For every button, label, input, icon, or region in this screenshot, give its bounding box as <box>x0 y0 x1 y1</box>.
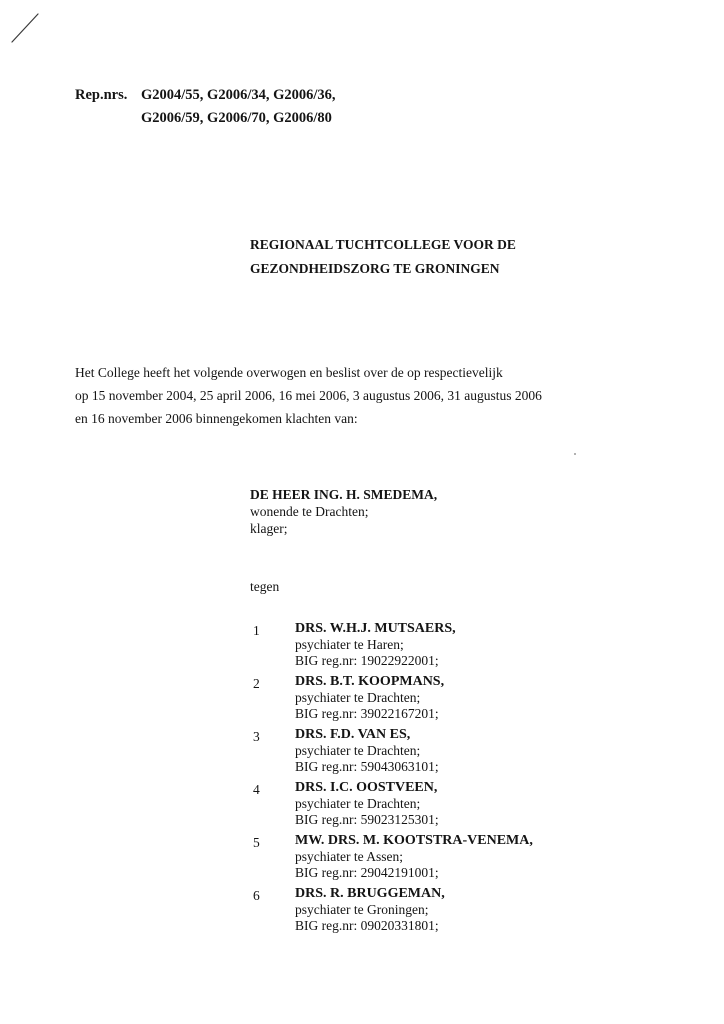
complainant-name: DE HEER ING. H. SMEDEMA, <box>250 487 438 502</box>
college-title <box>250 233 516 281</box>
defendant-number: 6 <box>253 888 260 903</box>
complainant-residence: wonende te Drachten; <box>250 504 369 519</box>
case-numbers-first: G2004/55, G2006/34, G2006/36, <box>141 87 336 103</box>
defendant-big-number: BIG reg.nr: 29042191001; <box>295 865 439 880</box>
defendant-role: psychiater te Assen; <box>295 849 403 864</box>
college-title-line-1: REGIONAAL TUCHTCOLLEGE VOOR DE <box>250 237 516 252</box>
defendant-number: 3 <box>253 729 260 744</box>
intro-line-3: en 16 november 2006 binnengekomen klachten van: <box>75 411 358 426</box>
defendant-big-number: BIG reg.nr: 59023125301; <box>295 812 439 827</box>
case-numbers-line-1 <box>75 84 336 107</box>
intro-paragraph <box>75 361 542 430</box>
case-numbers <box>75 84 336 130</box>
defendant-role: psychiater te Drachten; <box>295 743 421 758</box>
defendant-number: 2 <box>253 676 260 691</box>
complainant-role: klager; <box>250 521 288 536</box>
intro-line-1: Het College heeft het volgende overwogen en beslist over de op respectievelijk <box>75 365 503 380</box>
defendant-big-number: BIG reg.nr: 59043063101; <box>295 759 439 774</box>
defendant-name: MW. DRS. M. KOOTSTRA-VENEMA, <box>295 833 533 848</box>
defendant-big-number: BIG reg.nr: 09020331801; <box>295 918 439 933</box>
defendant-role: psychiater te Drachten; <box>295 690 421 705</box>
defendant-role: psychiater te Groningen; <box>295 902 429 917</box>
defendant-big-number: BIG reg.nr: 19022922001; <box>295 653 439 668</box>
intro-line-2: op 15 november 2004, 25 april 2006, 16 mei 2006, 3 augustus 2006, 31 augustus 2006 <box>75 388 542 403</box>
case-numbers-line-2: G2006/59, G2006/70, G2006/80 <box>141 110 332 126</box>
pen-stroke-mark <box>8 10 44 46</box>
versus-label: tegen <box>250 579 280 594</box>
case-numbers-label: Rep.nrs. <box>75 87 128 103</box>
defendant-name: DRS. R. BRUGGEMAN, <box>295 886 445 901</box>
defendant-number: 1 <box>253 623 260 638</box>
defendant-name: DRS. W.H.J. MUTSAERS, <box>295 621 456 636</box>
defendant-name: DRS. F.D. VAN ES, <box>295 727 411 742</box>
college-title-line-2: GEZONDHEIDSZORG TE GRONINGEN <box>250 261 500 276</box>
complainant-block <box>250 486 437 537</box>
defendant-name: DRS. I.C. OOSTVEEN, <box>295 780 438 795</box>
scan-speck <box>574 453 576 455</box>
defendant-role: psychiater te Drachten; <box>295 796 421 811</box>
defendant-name: DRS. B.T. KOOPMANS, <box>295 674 445 689</box>
defendant-number: 4 <box>253 782 260 797</box>
defendant-role: psychiater te Haren; <box>295 637 404 652</box>
defendant-big-number: BIG reg.nr: 39022167201; <box>295 706 439 721</box>
defendant-number: 5 <box>253 835 260 850</box>
